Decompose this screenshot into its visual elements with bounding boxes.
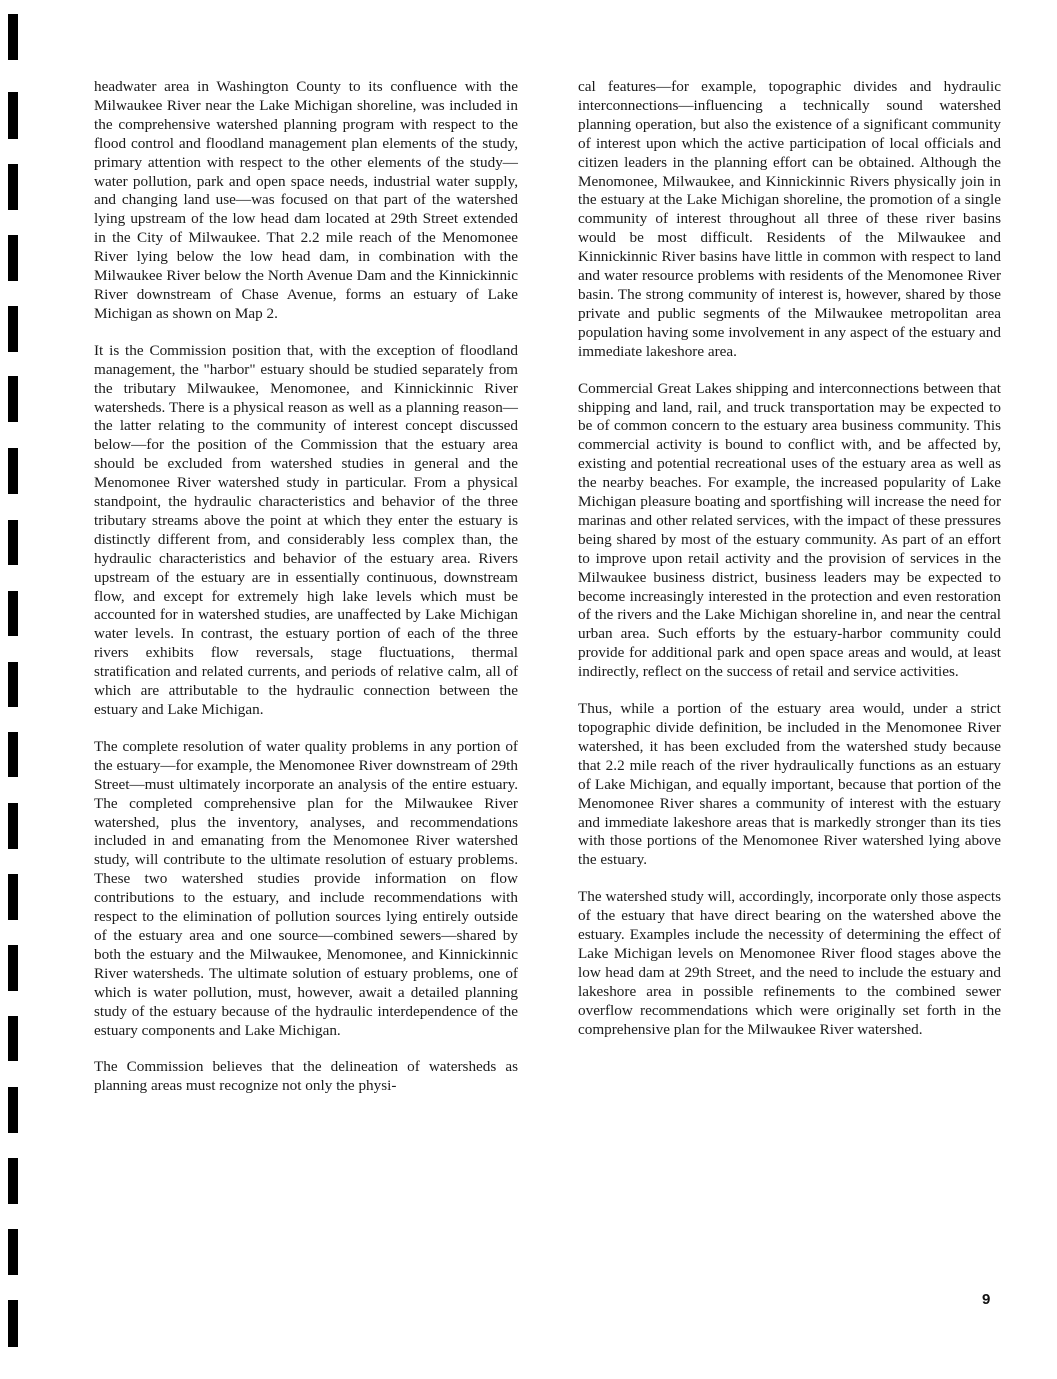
binding-mark [8, 235, 18, 281]
paragraph: The Commission believes that the delineation of watersheds as planning areas must recognize not only the physi- [94, 1058, 518, 1095]
binding-mark [8, 306, 18, 352]
binding-mark [8, 14, 18, 60]
binding-mark [8, 1087, 18, 1133]
left-column [94, 78, 518, 1114]
binding-mark [8, 448, 18, 494]
binding-mark [8, 1300, 18, 1347]
paragraph: The complete resolution of water quality problems in any portion of the estuary—for example, the Menomonee River downstream of 29th Street—must ultimately incorporate an analysis of the entire estuary. The completed comprehensive plan for the Milwaukee River watershed, plus the inventory, analyses, and recommendations included in and emanating from the Menomonee River watershed study, will contribute to the ultimate resolution of estuary problems. These two watershed studies provide information on flow contributions to the estuary, and include recommendations with respect to the elimination of pollution sources lying entirely outside of the estuary area and one source—combined sewers—shared by both the estuary and the Milwaukee, Menomonee, and Kinnickinnic River watersheds. The ultimate solution of estuary problems, one of which is water pollution, must, however, await a detailed planning study of the estuary because of the hydraulic interdependence of the estuary components and Lake Michigan. [94, 737, 518, 1039]
binding-mark [8, 1158, 18, 1204]
paragraph: Thus, while a portion of the estuary area would, under a strict topographic divide definition, be included in the Menomonee River watershed, it has been excluded from the watershed study because that 2.2 mile reach of the river hydraulically functions as an estuary of Lake Michigan, and equally important, because that portion of the Menomonee River shares a community of interest with the estuary and immediate lakeshore areas that is markedly stronger than its ties with those portions of the Menomonee River watershed lying above the estuary. [578, 700, 1001, 869]
binding-mark [8, 874, 18, 920]
binding-mark [8, 164, 18, 210]
paragraph: cal features—for example, topographic divides and hydraulic interconnections—influencing a technically sound watershed planning operation, but also the existence of a significant community of interest upon which the active participation of local officials and citizen leaders in the planning effort can be obtained. Although the Menomonee, Milwaukee, and Kinnickinnic Rivers physically join in the estuary at the Lake Michigan shoreline, the promotion of a single community of interest throughout all three of these river basins would be most difficult. Residents of the Milwaukee and Kinnickinnic River basins have little in common with respect to land and water resource problems with residents of the Menomonee River basin. The strong community of interest is, however, shared by those private and public segments of the Milwaukee metropolitan area population having some involvement in any aspect of the estuary and immediate lakeshore area. [578, 78, 1001, 360]
binding-marks [8, 0, 28, 1379]
binding-mark [8, 591, 18, 636]
binding-mark [8, 376, 18, 422]
page-number: 9 [982, 1291, 991, 1308]
binding-mark [8, 1016, 18, 1061]
right-column [578, 78, 1001, 1058]
binding-mark [8, 1229, 18, 1275]
paragraph: It is the Commission position that, with the exception of floodland management, the "harbor" estuary should be studied separately from the tributary Milwaukee, Menomonee, and Kinnickinnic River watersheds. There is a physical reason as well as a planning reason—the latter relating to the community of interest concept discussed below—for the position of the Commission that the estuary area should be excluded from watershed studies in general and the Menomonee River watershed study in particular. From a physical standpoint, the hydraulic characteristics and behavior of the three tributary streams above the point at which they enter the estuary is distinctly different from, and considerably less complex than, the hydraulic characteristics and behavior of the estuary area. Rivers upstream of the estuary are in essentially continuous, downstream flow, and except for extremely high lake levels which must be accounted for in watershed studies, are unaffected by Lake Michigan water levels. In contrast, the estuary portion of each of the three rivers exhibits flow reversals, stage fluctuations, thermal stratification and related currents, and periods of relative calm, all of which are attributable to the hydraulic connection between the estuary and Lake Michigan. [94, 341, 518, 718]
binding-mark [8, 92, 18, 139]
binding-mark [8, 945, 18, 991]
binding-mark [8, 803, 18, 849]
binding-mark [8, 732, 18, 777]
paragraph: headwater area in Washington County to its confluence with the Milwaukee River near the Lake Michigan shoreline, was included in the comprehensive watershed planning program with respect to the flood control and floodland management plan elements of the study, primary attention with respect to the other elements of the study—water pollution, park and open space needs, industrial water supply, and changing land use—was focused on that part of the watershed lying upstream of the low head dam located at 29th Street extended in the City of Milwaukee. That 2.2 mile reach of the Menomonee River lying below the low head dam, in combination with the Milwaukee River below the North Avenue Dam and the Kinnickinnic River downstream of Chase Avenue, forms an estuary of Lake Michigan as shown on Map 2. [94, 78, 518, 322]
binding-mark [8, 520, 18, 565]
paragraph: Commercial Great Lakes shipping and interconnections between that shipping and land, rail, and truck transportation may be expected to be of common concern to the estuary area business community. This commercial activity is bound to conflict with, and be affected by, existing and potential recreational uses of the estuary area as well as the nearby beaches. For example, the increased popularity of Lake Michigan pleasure boating and sportfishing will increase the need for marinas and other related services, with the impact of these pressures being shared by most of the estuary community. As part of an effort to improve upon retail activity and the provision of services in the Milwaukee business district, business leaders may be expected to become increasingly interested in the protection and even restoration of the rivers and the Lake Michigan shoreline in, and near the central urban area. Such efforts by the estuary-harbor community could provide for additional park and open space areas and would, at least indirectly, reflect on the success of retail and service activities. [578, 379, 1001, 681]
binding-mark [8, 662, 18, 707]
paragraph: The watershed study will, accordingly, incorporate only those aspects of the estuary that have direct bearing on the watershed above the estuary. Examples include the necessity of determining the effect of Lake Michigan levels on Menomonee River flood stages above the low head dam at 29th Street, and the need to include the estuary and lakeshore area in possible refinements to the combined sewer overflow recommendations which were originally set forth in the comprehensive plan for the Milwaukee River watershed. [578, 888, 1001, 1038]
